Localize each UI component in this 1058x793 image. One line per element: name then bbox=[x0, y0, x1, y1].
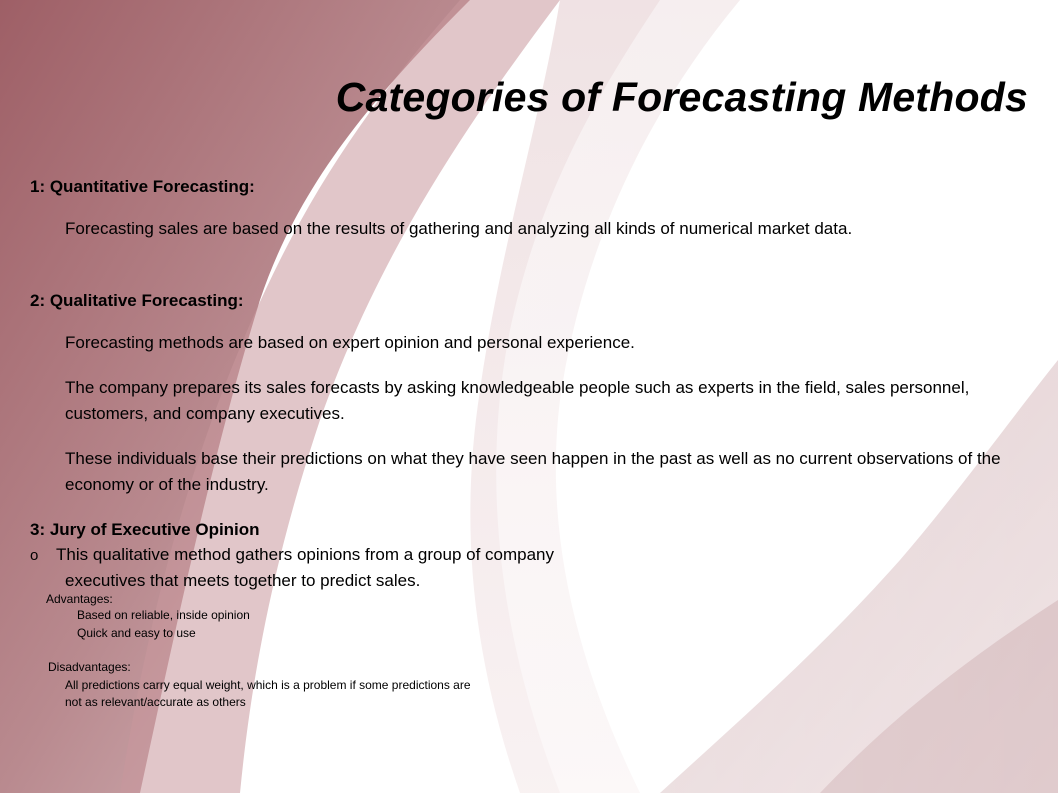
slide-title: Categories of Forecasting Methods bbox=[335, 74, 1028, 120]
advantage-item-2: Quick and easy to use bbox=[77, 626, 196, 640]
section-heading-quantitative: 1: Quantitative Forecasting: bbox=[30, 177, 255, 196]
paragraph-qualitative-3: These individuals base their predictions on what they have seen happen in the past as well as no current observations of the economy or of the industry. bbox=[65, 449, 1001, 494]
jury-bullet-line-2: executives that meets together to predict sales. bbox=[65, 571, 421, 590]
advantage-item-1: Based on reliable, inside opinion bbox=[77, 608, 250, 622]
disadvantages-label: Disadvantages: bbox=[48, 660, 131, 674]
jury-bullet-line-1 bbox=[30, 542, 990, 569]
section-heading-qualitative: 2: Qualitative Forecasting: bbox=[30, 291, 244, 310]
bullet-marker: o bbox=[30, 547, 39, 564]
jury-bullet-text-1: This qualitative method gathers opinions from a group of company bbox=[56, 545, 554, 564]
paragraph-quantitative: Forecasting sales are based on the results of gathering and analyzing all kinds of numerical market data. bbox=[65, 219, 853, 238]
paragraph-qualitative-1: Forecasting methods are based on expert opinion and personal experience. bbox=[65, 333, 635, 352]
advantages-label: Advantages: bbox=[46, 592, 113, 606]
disadvantage-item-1: All predictions carry equal weight, which is a problem if some predictions are not as relevant/accurate as others bbox=[65, 678, 471, 709]
paragraph-qualitative-2: The company prepares its sales forecasts by asking knowledgeable people such as experts in the field, sales personnel, customers, and company executives. bbox=[65, 378, 970, 423]
section-heading-jury: 3: Jury of Executive Opinion bbox=[30, 520, 260, 539]
